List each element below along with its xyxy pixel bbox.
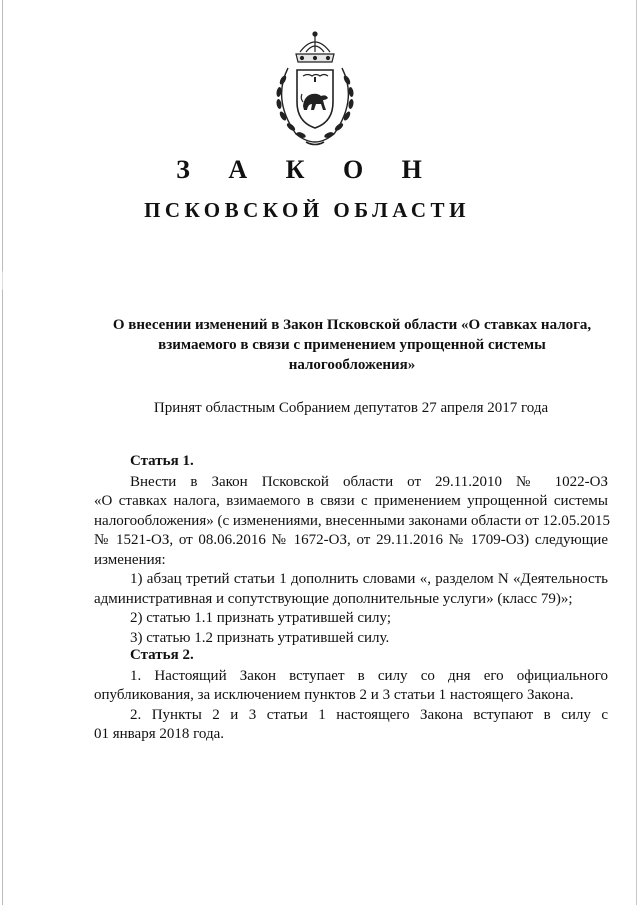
law-heading-line: налогообложения» [288, 357, 416, 373]
article-1-title: Статья 1. [130, 453, 194, 469]
article-1-text-line: изменения: [94, 551, 166, 568]
law-heading-line: взимаемого в связи с применением упрощенной системы [158, 337, 546, 353]
article-1-item-3: 3) статью 1.2 признать утратившей силу. [130, 629, 390, 646]
article-2-paragraph-1-line: опубликования, за исключением пунктов 2 и 3 статьи 1 настоящего Закона. [94, 687, 574, 703]
article-2-paragraph-2-line: 01 января 2018 года. [94, 726, 225, 742]
document-subtitle: ПСКОВСКОЙ ОБЛАСТИ [144, 198, 470, 222]
article-2 [94, 646, 608, 745]
document-title: З А К О Н [176, 155, 438, 184]
article-1-item-2: 2) статью 1.1 признать утратившей силу; [130, 610, 391, 626]
article-2-title: Статья 2. [130, 647, 194, 663]
article-1-text-line: Внести в Закон Псковской области от 29.11.2010 № 1022-ОЗ [130, 473, 608, 490]
article-1 [94, 452, 611, 648]
article-1-text-line: налогообложения» (с изменениями, внесенными законами области от 12.05.2015 [94, 512, 611, 529]
article-1-text-line: «О ставках налога, взимаемого в связи с применением упрощенной системы [94, 493, 608, 509]
coat-of-arms-emblem [266, 30, 364, 148]
adoption-note: Принят областным Собранием депутатов 27 апреля 2017 года [153, 400, 549, 416]
article-2-paragraph-2-line: 2. Пункты 2 и 3 статьи 1 настоящего Закона вступают в силу с [130, 706, 608, 723]
law-heading [96, 315, 608, 375]
scan-edge-right [636, 0, 637, 905]
article-1-text-line: № 1521-ОЗ, от 08.06.2016 № 1672-ОЗ, от 29.11.2016 № 1709-ОЗ) следующие [94, 532, 608, 548]
scan-edge-left [2, 0, 3, 905]
article-1-item-1-line: 1) абзац третий статьи 1 дополнить словами «, разделом N «Деятельность [130, 571, 608, 587]
article-2-paragraph-1-line: 1. Настоящий Закон вступает в силу со дня его официального [130, 667, 608, 684]
article-1-item-1-line: административная и сопутствующие дополнительные услуги» (класс 79)»; [94, 590, 573, 607]
law-heading-line: О внесении изменений в Закон Псковской области «О ставках налога, [112, 317, 592, 333]
